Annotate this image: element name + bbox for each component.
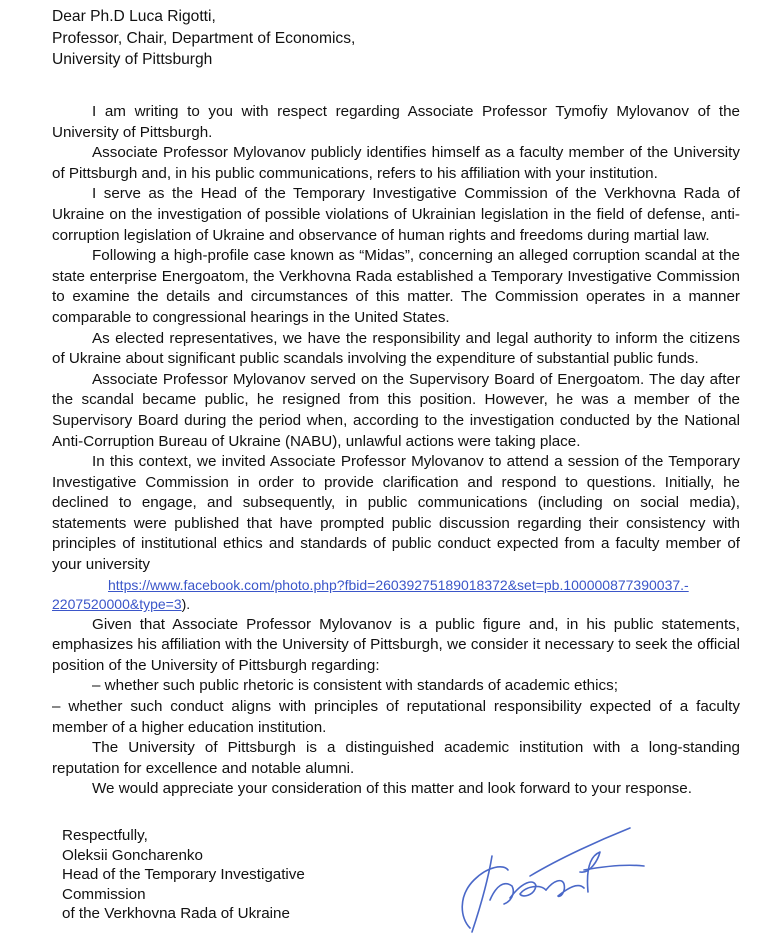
paragraph-role: I serve as the Head of the Temporary Investigative Commission of the Verkhovna Rada of Ukraine on the investigation of possible violations of Ukrainian legislation in the field of defense, anti-corruption legislation of Ukraine and observance of human rights and freedoms during martial law. [52,185,740,244]
link-close: ). [181,596,191,613]
addressee-university: University of Pittsburgh [52,51,213,68]
signer-name: Oleksii Goncharenko [62,846,203,864]
link-line [52,576,740,615]
paragraph-affiliation: Associate Professor Mylovanov publicly identifies himself as a faculty member of the University of Pittsburgh and, in his public communications, refers to his affiliation with your institution. [52,144,740,182]
signer-title-line3: of the Verkhovna Rada of Ukraine [62,905,290,922]
paragraph-university: The University of Pittsburgh is a distinguished academic institution with a long-standing reputation for excellence and notable alumni. [52,739,740,777]
closing-text: Respectfully, [62,827,148,844]
paragraph-request: Given that Associate Professor Mylovanov is a public figure and, in his public statements, emphasizes his affiliation with the University of Pittsburgh, we consider it necessary to seek the official position of the University of Pittsburgh regarding: [52,615,740,674]
bullet-academic-ethics: – whether such public rhetoric is consistent with standards of academic ethics; [92,677,618,695]
paragraph-closing: We would appreciate your consideration of this matter and look forward to your response. [92,780,692,798]
addressee-block [52,6,752,71]
handwritten-signature [430,800,660,940]
facebook-link-part2[interactable]: 2207520000&type=3 [52,596,182,613]
signer-title-line2: Commission [62,885,146,903]
paragraph-responsibility: As elected representatives, we have the responsibility and legal authority to inform the citizens of Ukraine about significant public scandals involving the expenditure of substantial public funds. [52,329,740,368]
facebook-link-part1[interactable]: https://www.facebook.com/photo.php?fbid=26039275189018372&set=pb.100000877390037.- [108,576,689,593]
letter-body [52,102,740,800]
bullet-reputational-responsibility: – whether such conduct aligns with principles of reputational responsibility expected of a faculty member of a higher education institution. [52,698,740,736]
paragraph-invitation: In this context, we invited Associate Professor Mylovanov to attend a session of the Temporary Investigative Commission in order to provide clarification and respond to questions. Initially, he declined to engage, and subsequently, in public communications (including on social media), statements were published that have prompted public discussion regarding their consistency with principles of institutional ethics and standards of public conduct expected from a faculty member of your university [52,453,740,574]
paragraph-supervisory-board: Associate Professor Mylovanov served on the Supervisory Board of Energoatom. The day after the scandal became public, he resigned from this position. However, he was a member of the Supervisory Board during the period when, according to the investigation conducted by the National Anti-Corruption Bureau of Ukraine (NABU), unlawful actions were taking place. [52,370,740,450]
signature-block [62,826,392,924]
addressee-position: Professor, Chair, Department of Economics, [52,29,356,47]
paragraph-midas: Following a high-profile case known as “Midas”, concerning an alleged corruption scandal at the state enterprise Energoatom, the Verkhovna Rada established a Temporary Investigative Commission to examine the details and circumstances of this matter. The Commission operates in a manner comparable to congressional hearings in the United States. [52,247,740,326]
signer-title-line1: Head of the Temporary Investigative [62,866,305,883]
addressee-salutation: Dear Ph.D Luca Rigotti, [52,8,216,25]
paragraph-intro: I am writing to you with respect regarding Associate Professor Tymofiy Mylovanov of the University of Pittsburgh. [52,103,740,141]
